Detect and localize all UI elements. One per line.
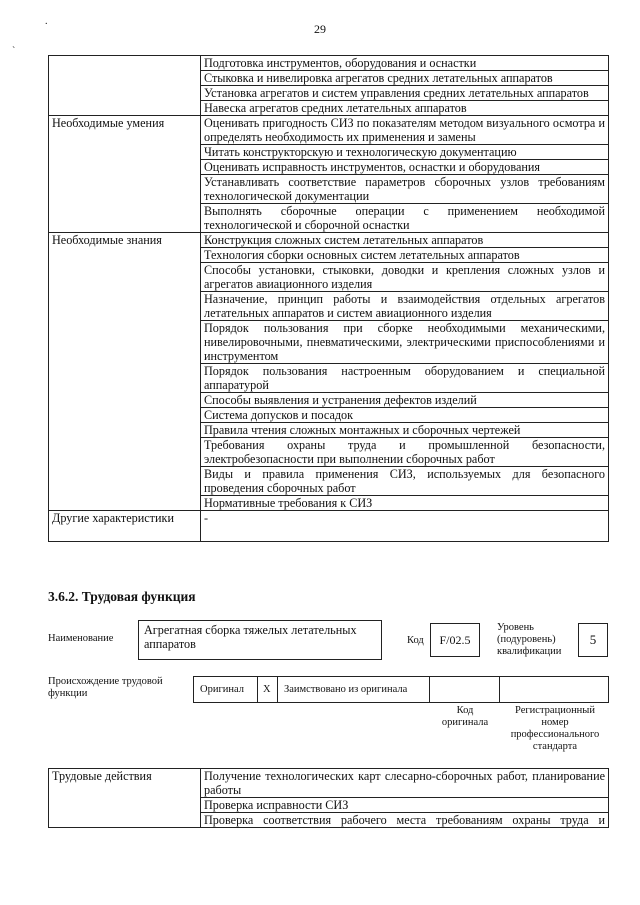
table-row: Стыковка и нивелировка агрегатов средних летательных аппаратов: [201, 71, 609, 86]
table-row: Назначение, принцип работы и взаимодействия отдельных агрегатов летательных аппаратов и систем авиационного изделия: [201, 292, 609, 321]
table-row: Установка агрегатов и систем управления средних летательных аппаратов: [201, 86, 609, 101]
actions-table: [48, 768, 609, 828]
knowledge-label: Необходимые знания: [49, 233, 201, 511]
other-value: -: [201, 511, 609, 542]
table-row: Способы установки, стыковки, доводки и крепления сложных узлов и агрегатов авиационного изделия: [201, 263, 609, 292]
table-row: Технология сборки основных систем летательных аппаратов: [201, 248, 609, 263]
origin-label: Происхождение трудовой функции: [48, 676, 163, 699]
name-label: Наименование: [48, 633, 114, 644]
table-row: Порядок пользования при сборке необходимыми механическими, нивелировочными, пневматическими, электрическими приспособлениями и инструментом: [201, 321, 609, 364]
other-label: Другие характеристики: [49, 511, 201, 542]
level-box: 5: [578, 623, 608, 657]
table-row: Проверка исправности СИЗ: [201, 798, 609, 813]
table-row: Оценивать пригодность СИЗ по показателям методом визуального осмотра и определять необходимость их применения и замены: [201, 116, 609, 145]
reg-number-label: Регистрационный номер профессионального стандарта: [510, 705, 600, 752]
original-mark: X: [258, 677, 278, 702]
origin-row: [193, 676, 609, 703]
margin-mark: `: [12, 46, 16, 57]
table-row: Выполнять сборочные операции с применением необходимой технологической и сборочной оснастки: [201, 204, 609, 233]
table-row: Оценивать исправность инструментов, оснастки и оборудования: [201, 160, 609, 175]
reg-number-cell: [500, 677, 608, 702]
table-row: Навеска агрегатов средних летательных аппаратов: [201, 101, 609, 116]
origin-code-label: Код оригинала: [441, 705, 489, 728]
level-label: Уровень (подуровень) квалификации: [497, 622, 562, 657]
original-label: Оригинал: [194, 677, 258, 702]
table-row: Требования охраны труда и промышленной безопасности, электробезопасности при выполнении сборочных работ: [201, 438, 609, 467]
table-row: Читать конструкторскую и технологическую документацию: [201, 145, 609, 160]
table-row: Подготовка инструментов, оборудования и оснастки: [201, 56, 609, 71]
table-row: Проверка соответствия рабочего места требованиям охраны труда и: [201, 813, 609, 828]
table-row: Получение технологических карт слесарно-сборочных работ, планирование работы: [201, 769, 609, 798]
table-row: Нормативные требования к СИЗ: [201, 496, 609, 511]
table-row: Порядок пользования настроенным оборудованием и специальной аппаратурой: [201, 364, 609, 393]
table-row: Правила чтения сложных монтажных и сборочных чертежей: [201, 423, 609, 438]
page-number: 29: [314, 22, 326, 36]
actions-label: Трудовые действия: [49, 769, 201, 828]
code-label: Код: [407, 635, 424, 646]
table-row: Способы выявления и устранения дефектов изделий: [201, 393, 609, 408]
table-row: Виды и правила применения СИЗ, используемых для безопасного проведения сборочных работ: [201, 467, 609, 496]
requirements-table: [48, 55, 609, 542]
table-row: Устанавливать соответствие параметров сборочных узлов требованиям технологической документации: [201, 175, 609, 204]
borrowed-label: Заимствовано из оригинала: [278, 677, 430, 702]
skills-label: Необходимые умения: [49, 116, 201, 233]
function-name-box: Агрегатная сборка тяжелых летательных аппаратов: [138, 620, 382, 660]
code-box: F/02.5: [430, 623, 480, 657]
margin-mark: .: [45, 16, 48, 27]
table-row: Система допусков и посадок: [201, 408, 609, 423]
section-title: 3.6.2. Трудовая функция: [48, 589, 196, 604]
origin-code-cell: [430, 677, 500, 702]
table-row: Конструкция сложных систем летательных аппаратов: [201, 233, 609, 248]
